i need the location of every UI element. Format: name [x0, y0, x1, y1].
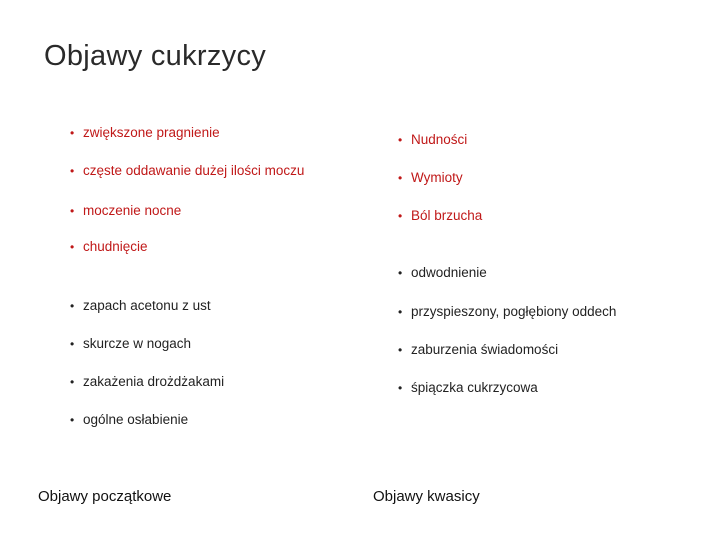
- left-dark-item-3: [70, 373, 224, 391]
- left-dark-item-4: [70, 411, 188, 429]
- left-red-item-1: [70, 124, 220, 142]
- right-dark-item-3-text: zaburzenia świadomości: [411, 342, 559, 357]
- bullet-icon: •: [398, 305, 403, 319]
- right-dark-item-2: [398, 303, 616, 321]
- bullet-icon: •: [398, 171, 403, 185]
- right-red-item-3-text: Ból brzucha: [411, 208, 483, 223]
- slide-title: Objawy cukrzycy: [44, 40, 267, 72]
- right-dark-item-4-text: śpiączka cukrzycowa: [411, 380, 538, 395]
- left-red-item-2-text: częste oddawanie dużej ilości moczu: [83, 163, 305, 178]
- bullet-icon: •: [70, 337, 75, 351]
- right-red-item-3: [398, 207, 482, 225]
- left-dark-item-4-text: ogólne osłabienie: [83, 412, 189, 427]
- right-caption: Objawy kwasicy: [373, 488, 480, 505]
- bullet-icon: •: [70, 375, 75, 389]
- bullet-icon: •: [398, 343, 403, 357]
- bullet-icon: •: [70, 299, 75, 313]
- right-red-item-2-text: Wymioty: [411, 170, 463, 185]
- bullet-icon: •: [70, 164, 75, 178]
- right-dark-item-1-text: odwodnienie: [411, 265, 487, 280]
- right-dark-item-4: [398, 379, 538, 397]
- bullet-icon: •: [398, 209, 403, 223]
- left-red-item-4: [70, 238, 148, 256]
- left-dark-item-2-text: skurcze w nogach: [83, 336, 192, 351]
- bullet-icon: •: [398, 381, 403, 395]
- left-red-item-3-text: moczenie nocne: [83, 203, 182, 218]
- right-dark-item-1: [398, 264, 487, 282]
- left-dark-item-1-text: zapach acetonu z ust: [83, 298, 211, 313]
- left-dark-item-2: [70, 335, 191, 353]
- left-red-item-4-text: chudnięcie: [83, 239, 148, 254]
- bullet-icon: •: [70, 204, 75, 218]
- left-red-item-2: [70, 162, 304, 180]
- bullet-icon: •: [70, 126, 75, 140]
- right-red-item-2: [398, 169, 463, 187]
- left-red-item-3: [70, 202, 181, 220]
- bullet-icon: •: [398, 133, 403, 147]
- right-red-item-1-text: Nudności: [411, 132, 468, 147]
- right-dark-item-2-text: przyspieszony, pogłębiony oddech: [411, 304, 617, 319]
- right-dark-item-3: [398, 341, 558, 359]
- right-red-item-1: [398, 131, 467, 149]
- left-dark-item-3-text: zakażenia drożdżakami: [83, 374, 225, 389]
- bullet-icon: •: [70, 413, 75, 427]
- bullet-icon: •: [398, 266, 403, 280]
- left-red-item-1-text: zwiększone pragnienie: [83, 125, 220, 140]
- left-caption: Objawy początkowe: [38, 488, 172, 505]
- left-dark-item-1: [70, 297, 211, 315]
- bullet-icon: •: [70, 240, 75, 254]
